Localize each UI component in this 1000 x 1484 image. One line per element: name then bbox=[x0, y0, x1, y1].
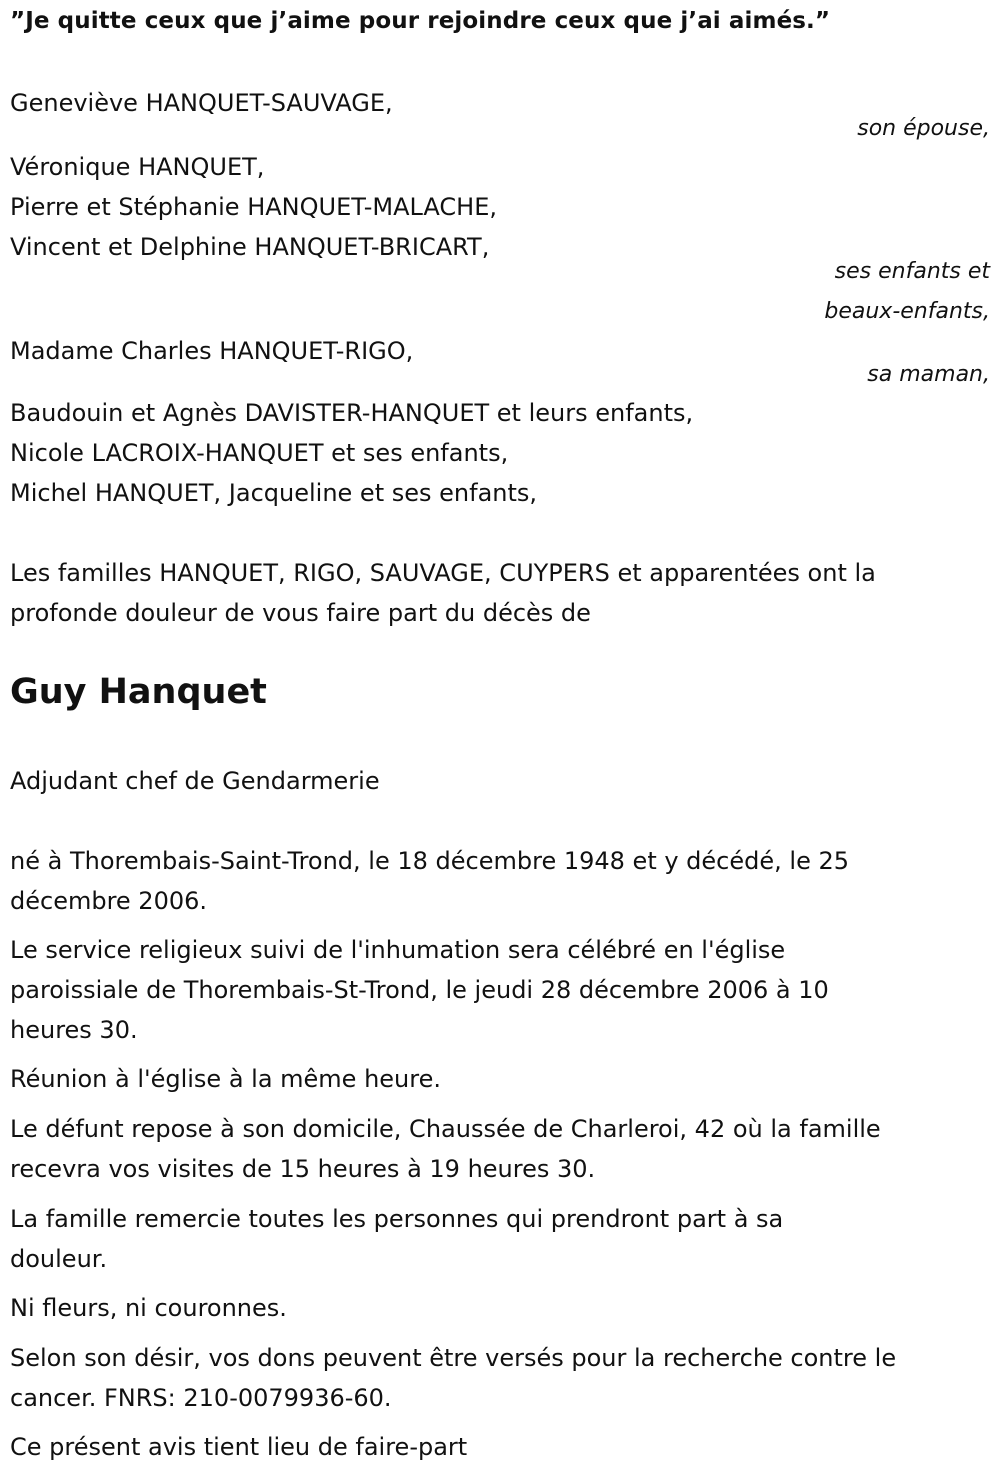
thanks-line: La famille remercie toutes les personnes qui prendront part à sa bbox=[10, 1205, 784, 1233]
birth-death-line: décembre 2006. bbox=[10, 887, 208, 915]
announcement-line: profonde douleur de vous faire part du décès de bbox=[10, 599, 591, 627]
birth-death-line: né à Thorembais-Saint-Trond, le 18 décembre 1948 et y décédé, le 25 bbox=[10, 847, 850, 875]
flowers-line: Ni fleurs, ni couronnes. bbox=[10, 1294, 287, 1322]
donation-line: Selon son désir, vos dons peuvent être versés pour la recherche contre le bbox=[10, 1344, 897, 1372]
child-line: Pierre et Stéphanie HANQUET-MALACHE, bbox=[10, 193, 497, 221]
mother-name: Madame Charles HANQUET-RIGO, bbox=[10, 337, 414, 365]
donation-line: cancer. FNRS: 210-0079936-60. bbox=[10, 1384, 392, 1412]
spouse-role: son épouse, bbox=[857, 116, 990, 141]
mother-role: sa maman, bbox=[867, 362, 990, 387]
notice-line: Ce présent avis tient lieu de faire-part bbox=[10, 1433, 468, 1461]
deceased-name: Guy Hanquet bbox=[10, 672, 267, 712]
thanks-line: douleur. bbox=[10, 1245, 108, 1273]
child-line: Vincent et Delphine HANQUET-BRICART, bbox=[10, 233, 490, 261]
spouse-name: Geneviève HANQUET-SAUVAGE, bbox=[10, 89, 393, 117]
rest-line: Le défunt repose à son domicile, Chaussée de Charleroi, 42 où la famille bbox=[10, 1115, 881, 1143]
relative-line: Baudouin et Agnès DAVISTER-HANQUET et leurs enfants, bbox=[10, 399, 694, 427]
service-line: heures 30. bbox=[10, 1016, 138, 1044]
child-line: Véronique HANQUET, bbox=[10, 153, 265, 181]
rest-line: recevra vos visites de 15 heures à 19 heures 30. bbox=[10, 1155, 596, 1183]
children-role-line: beaux-enfants, bbox=[824, 299, 990, 324]
service-line: paroissiale de Thorembais-St-Trond, le jeudi 28 décembre 2006 à 10 bbox=[10, 976, 829, 1004]
opening-quote: ”Je quitte ceux que j’aime pour rejoindre ceux que j’ai aimés.” bbox=[10, 8, 831, 34]
children-role-line: ses enfants et bbox=[834, 259, 990, 284]
meeting-line: Réunion à l'église à la même heure. bbox=[10, 1065, 441, 1093]
relative-line: Michel HANQUET, Jacqueline et ses enfants, bbox=[10, 479, 538, 507]
relative-line: Nicole LACROIX-HANQUET et ses enfants, bbox=[10, 439, 509, 467]
service-line: Le service religieux suivi de l'inhumation sera célébré en l'église bbox=[10, 936, 786, 964]
announcement-line: Les familles HANQUET, RIGO, SAUVAGE, CUYPERS et apparentées ont la bbox=[10, 559, 876, 587]
deceased-rank: Adjudant chef de Gendarmerie bbox=[10, 767, 380, 795]
